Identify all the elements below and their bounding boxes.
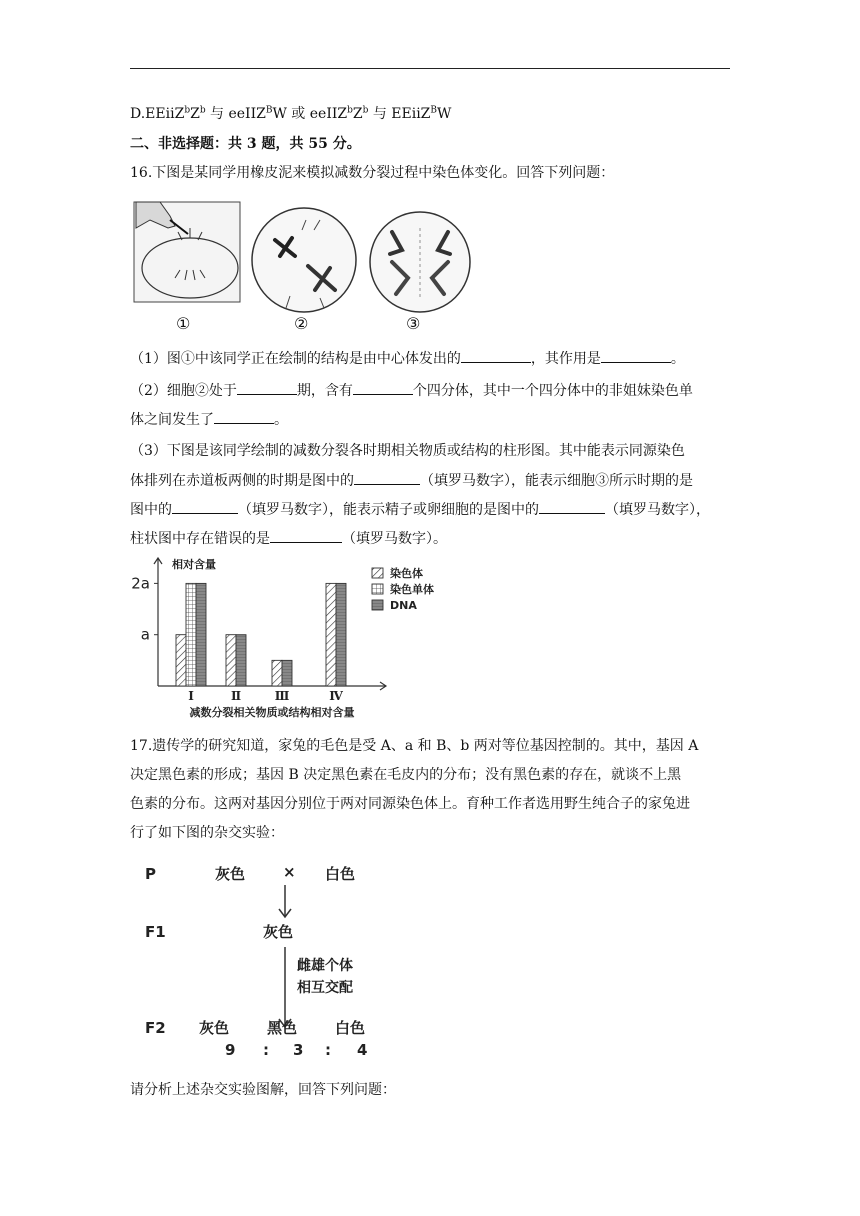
bar-chart: [128, 552, 458, 722]
figure-3-drawing: [370, 212, 470, 312]
text: 体之间发生了: [130, 412, 214, 428]
generation-p: P: [145, 865, 156, 883]
cross-note-2: 相互交配: [297, 980, 353, 996]
sup: b: [199, 105, 206, 116]
answer-blank[interactable]: [354, 470, 420, 485]
bar-3: [282, 660, 292, 686]
question-16-2: [130, 380, 730, 401]
f2-phenotype-c: 白色: [335, 1019, 366, 1037]
text: 期，含有: [296, 383, 353, 399]
text: 。: [670, 351, 685, 367]
legend-swatch-3: [372, 600, 383, 610]
bar-1: [176, 635, 186, 686]
option-d: [130, 104, 730, 124]
f1-phenotype: 灰色: [263, 923, 294, 941]
y-tick-label: 2a: [131, 574, 150, 593]
caption-2: ②: [294, 314, 309, 333]
text: （填罗马数字），能表示精子或卵细胞的是图中的: [238, 502, 539, 518]
y-axis-title: 相对含量: [172, 558, 216, 571]
y-tick-label: a: [140, 625, 150, 644]
legend-swatch-2: [372, 584, 383, 594]
section-heading: 二、非选择题：共 3 题，共 55 分。: [130, 136, 361, 152]
question-17-d: 行了如下图的杂交实验：: [130, 825, 284, 841]
text: 柱状图中存在错误的是: [130, 531, 270, 547]
bar-chart-svg: [128, 552, 458, 722]
generation-f2: F2: [145, 1019, 166, 1037]
f2-phenotype-b: 黑色: [267, 1019, 298, 1037]
bar-3: [196, 583, 206, 686]
question-17-b: 决定黑色素的形成；基因 B 决定黑色素在毛皮内的分布；没有黑色素的存在，就谈不上黑: [130, 767, 682, 783]
cross-diagram: [135, 855, 415, 1070]
ratio-c: 4: [357, 1041, 368, 1059]
caption-3: ③: [406, 314, 421, 333]
question-16-1: [130, 348, 730, 369]
legend-label-1: 染色体: [390, 567, 423, 580]
answer-blank[interactable]: [237, 380, 297, 395]
text: 图中的: [130, 502, 172, 518]
bar-2: [186, 583, 196, 686]
arrow-down-icon: [275, 885, 295, 921]
question-16-3-c: [130, 499, 730, 520]
question-17-prompt: 请分析上述杂交实验图解，回答下列问题：: [130, 1082, 396, 1098]
figure-2-drawing: [252, 208, 356, 312]
caption-1: ①: [176, 314, 191, 333]
p-parent-right: 白色: [325, 865, 356, 883]
sup: b: [347, 105, 353, 116]
text: 与 eeIIZ: [205, 106, 266, 122]
answer-blank[interactable]: [270, 528, 342, 543]
generation-f1: F1: [145, 923, 166, 941]
x-axis-title: 减数分裂相关物质或结构相对含量: [189, 706, 355, 719]
sup: B: [265, 105, 273, 116]
bar-1: [272, 660, 282, 686]
bar-3: [336, 583, 346, 686]
text: （填罗马数字），: [605, 502, 710, 518]
bar-3: [236, 635, 246, 686]
text: （1）图①中该同学正在绘制的结构是由中心体发出的: [130, 351, 461, 367]
text: W 或 eeIIZ: [272, 106, 348, 122]
ratio-colon: :: [325, 1041, 331, 1059]
x-tick-label: Ⅰ: [188, 689, 194, 703]
sup: B: [430, 105, 438, 116]
header-rule: [130, 68, 730, 69]
answer-blank[interactable]: [461, 348, 531, 363]
p-parent-left: 灰色: [215, 865, 246, 883]
x-tick-label: Ⅲ: [274, 689, 290, 703]
x-tick-label: Ⅳ: [329, 689, 343, 703]
sup: b: [362, 105, 369, 116]
ratio-a: 9: [225, 1041, 236, 1059]
text: （填罗马数字）。: [342, 531, 447, 547]
legend-label-3: DNA: [390, 599, 417, 612]
bar-1: [226, 635, 236, 686]
answer-blank[interactable]: [353, 380, 413, 395]
sup: b: [184, 105, 191, 116]
text: ，其作用是: [530, 351, 601, 367]
text: 。: [274, 412, 288, 428]
text: 与 EEiiZ: [368, 106, 431, 122]
text: （2）细胞②处于: [130, 383, 237, 399]
question-16-3-b: [130, 470, 730, 491]
f2-phenotype-a: 灰色: [199, 1019, 230, 1037]
text: （填罗马数字），能表示细胞③所示时期的是: [420, 473, 693, 489]
ratio-b: 3: [293, 1041, 304, 1059]
cross-note-1: 雌雄个体: [297, 958, 353, 974]
text: 个四分体，其中一个四分体中的非姐妹染色单: [412, 383, 693, 399]
question-16-3: （3）下图是该同学绘制的减数分裂各时期相关物质或结构的柱形图。其中能表示同源染色: [130, 443, 685, 459]
answer-blank[interactable]: [601, 348, 671, 363]
cross-symbol: ×: [283, 863, 296, 881]
question-17: 17.遗传学的研究知道，家兔的毛色是受 A、a 和 B、b 两对等位基因控制的。其中，基因 A: [130, 738, 699, 754]
text: W: [437, 106, 452, 122]
x-tick-label: Ⅱ: [230, 689, 242, 703]
figure-1-drawing: [134, 202, 240, 302]
bar-1: [326, 583, 336, 686]
text: D.EEiiZ: [130, 106, 185, 122]
question-16-2-cont: [130, 409, 730, 430]
answer-blank[interactable]: [539, 499, 605, 514]
text: 体排列在赤道板两侧的时期是图中的: [130, 473, 354, 489]
legend-swatch-1: [372, 568, 383, 578]
question-17-c: 色素的分布。这两对基因分别位于两对同源染色体上。育种工作者选用野生纯合子的家兔进: [130, 796, 690, 812]
answer-blank[interactable]: [172, 499, 238, 514]
question-16: 16.下图是某同学用橡皮泥来模拟减数分裂过程中染色体变化。回答下列问题：: [130, 165, 615, 181]
answer-blank[interactable]: [214, 409, 274, 424]
question-16-3-d: [130, 528, 730, 549]
text: Z: [352, 106, 363, 122]
ratio-colon: :: [263, 1041, 269, 1059]
legend-label-2: 染色单体: [390, 583, 434, 596]
text: Z: [190, 106, 200, 122]
